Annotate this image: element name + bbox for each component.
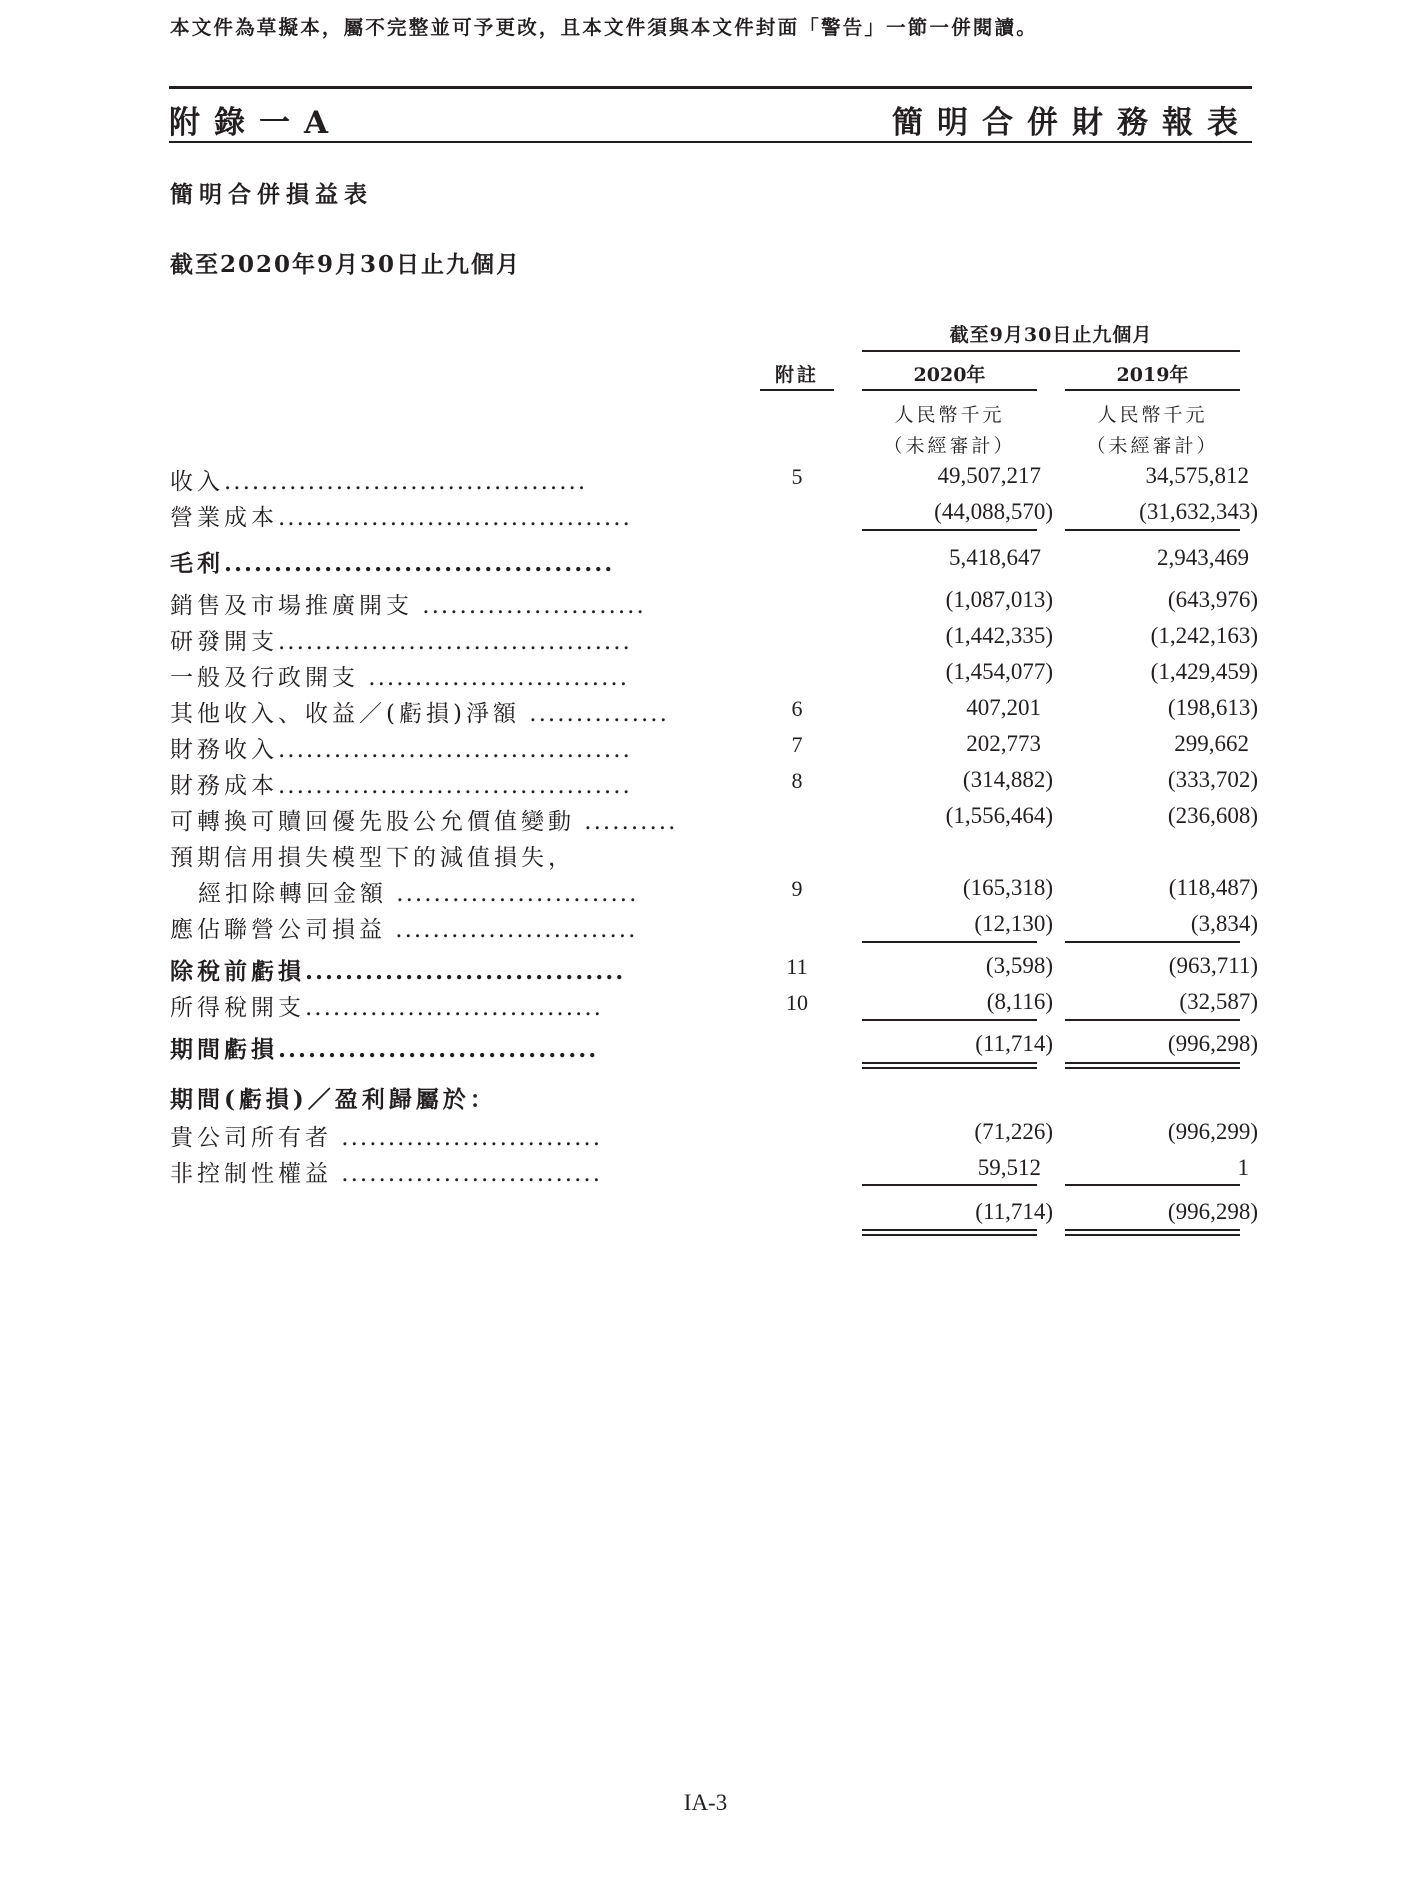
audit-status-2020: （未經審計） — [883, 435, 1016, 457]
row-fair-value-change-label: 可轉換可贖回優先股公允價值變動 .......... — [170, 809, 678, 835]
row-owners-2020: (71,226) — [974, 1119, 1053, 1144]
total-rule-2019 — [1065, 1067, 1240, 1069]
unit-2020: 人民幣千元 — [894, 404, 1005, 426]
row-loss-before-tax-2019: (963,711) — [1168, 953, 1258, 978]
row-selling-expenses-label: 銷售及市場推廣開支 ........................ — [170, 593, 646, 619]
note-column-header: 附註 — [774, 364, 819, 386]
row-owners-label: 貴公司所有者 ............................ — [170, 1125, 603, 1151]
row-impairment-note: 9 — [791, 876, 803, 901]
subtotal-rule-2020 — [862, 941, 1037, 943]
row-income-tax-note: 10 — [786, 990, 808, 1015]
subtotal-rule-2019 — [1065, 1184, 1240, 1186]
row-income-tax-2019: (32,587) — [1179, 989, 1258, 1014]
row-total-2019: (996,298) — [1167, 1199, 1258, 1224]
row-finance-costs-2019: (333,702) — [1167, 767, 1258, 792]
row-associates-2019: (3,834) — [1190, 911, 1258, 936]
total-rule-2019 — [1065, 1062, 1240, 1064]
appendix-label: 附錄一A — [169, 105, 343, 141]
row-fair-value-change-2019: (236,608) — [1167, 803, 1258, 828]
row-selling-expenses-2019: (643,976) — [1167, 587, 1258, 612]
row-fair-value-change-2020: (1,556,464) — [945, 803, 1053, 828]
subtotal-rule-2019 — [1065, 529, 1240, 531]
row-loss-for-period-2019: (996,298) — [1167, 1031, 1258, 1056]
row-loss-before-tax-note: 11 — [786, 954, 808, 979]
column-group-rule — [862, 350, 1240, 352]
period-title: 截至2020年9月30日止九個月 — [170, 251, 522, 278]
row-impairment-2019: (118,487) — [1168, 875, 1258, 900]
row-revenue-2019: 34,575,812 — [1145, 463, 1249, 488]
year-2020-rule — [862, 389, 1037, 391]
year-2019-header: 2019年 — [1116, 364, 1189, 386]
subtotal-rule-2019 — [1065, 1019, 1240, 1021]
row-finance-income-2019: 299,662 — [1174, 731, 1249, 756]
subtotal-rule-2020 — [862, 1019, 1037, 1021]
row-rd-expenses-label: 研發開支...................................... — [170, 629, 632, 655]
total-rule-2020 — [862, 1062, 1037, 1064]
row-rd-expenses-2020: (1,442,335) — [945, 623, 1053, 648]
row-nci-2019: 1 — [1237, 1155, 1249, 1180]
row-impairment-label-line1: 預期信用損失模型下的減值損失， — [170, 845, 575, 871]
row-finance-income-label: 財務收入...................................... — [170, 737, 632, 763]
row-selling-expenses-2020: (1,087,013) — [945, 587, 1053, 612]
row-admin-expenses-2019: (1,429,459) — [1150, 659, 1258, 684]
year-2020-header: 2020年 — [913, 364, 986, 386]
row-revenue-label: 收入....................................... — [170, 469, 588, 495]
total-rule-2020 — [862, 1067, 1037, 1069]
row-revenue-note: 5 — [791, 464, 803, 489]
row-admin-expenses-2020: (1,454,077) — [945, 659, 1053, 684]
row-gross-profit-2020: 5,418,647 — [949, 545, 1041, 570]
row-gross-profit-2019: 2,943,469 — [1157, 545, 1249, 570]
row-associates-label: 應佔聯營公司損益 .......................... — [170, 917, 638, 943]
row-other-income-label: 其他收入、收益／(虧損)淨額 ............... — [170, 701, 669, 727]
row-gross-profit-label: 毛利....................................... — [170, 550, 615, 577]
row-loss-for-period-2020: (11,714) — [975, 1031, 1053, 1056]
row-finance-income-2020: 202,773 — [966, 731, 1041, 756]
row-admin-expenses-label: 一般及行政開支 ............................ — [170, 665, 630, 691]
total-rule-2019 — [1065, 1234, 1240, 1236]
row-impairment-label: 經扣除轉回金額 .......................... — [198, 881, 639, 907]
column-group-header: 截至9月30日止九個月 — [949, 324, 1153, 346]
row-revenue-2020: 49,507,217 — [937, 463, 1041, 488]
row-other-income-note: 6 — [791, 696, 803, 721]
total-rule-2020 — [862, 1229, 1037, 1231]
row-finance-costs-label: 財務成本...................................... — [170, 773, 632, 799]
row-income-tax-label: 所得稅開支................................ — [170, 995, 603, 1021]
row-income-tax-2020: (8,116) — [986, 989, 1053, 1014]
row-finance-costs-note: 8 — [791, 768, 803, 793]
appendix-header — [169, 86, 1252, 143]
row-other-income-2019: (198,613) — [1167, 695, 1258, 720]
row-finance-income-note: 7 — [791, 732, 803, 757]
row-associates-2020: (12,130) — [974, 911, 1053, 936]
row-nci-label: 非控制性權益 ............................ — [170, 1161, 603, 1187]
row-attributable-heading: 期間(虧損)／盈利歸屬於： — [170, 1086, 497, 1113]
row-loss-before-tax-label: 除稅前虧損................................ — [170, 958, 626, 985]
subtotal-rule-2019 — [1065, 941, 1240, 943]
row-loss-before-tax-2020: (3,598) — [985, 953, 1053, 978]
total-rule-2019 — [1065, 1229, 1240, 1231]
audit-status-2019: （未經審計） — [1086, 435, 1219, 457]
unit-2019: 人民幣千元 — [1097, 404, 1208, 426]
subtotal-rule-2020 — [862, 529, 1037, 531]
row-rd-expenses-2019: (1,242,163) — [1150, 623, 1258, 648]
subtotal-rule-2020 — [862, 1184, 1037, 1186]
row-loss-for-period-label: 期間虧損................................ — [170, 1036, 599, 1063]
draft-warning: 本文件為草擬本，屬不完整並可予更改，且本文件須與本文件封面「警告」一節一併閱讀。 — [170, 16, 1039, 39]
row-impairment-2020: (165,318) — [962, 875, 1053, 900]
row-cost-of-revenue-2020: (44,088,570) — [934, 499, 1053, 524]
row-finance-costs-2020: (314,882) — [962, 767, 1053, 792]
note-header-rule — [760, 389, 834, 391]
year-2019-rule — [1065, 389, 1240, 391]
section-title: 簡明合併損益表 — [170, 181, 373, 208]
row-owners-2019: (996,299) — [1167, 1119, 1258, 1144]
row-nci-2020: 59,512 — [977, 1155, 1041, 1180]
row-other-income-2020: 407,201 — [966, 695, 1041, 720]
row-cost-of-revenue-2019: (31,632,343) — [1139, 499, 1258, 524]
report-title: 簡明合併財務報表 — [892, 105, 1252, 141]
row-total-2020: (11,714) — [975, 1199, 1053, 1224]
page-number: IA-3 — [683, 1790, 728, 1815]
row-cost-of-revenue-label: 營業成本...................................... — [170, 505, 632, 531]
total-rule-2020 — [862, 1234, 1037, 1236]
